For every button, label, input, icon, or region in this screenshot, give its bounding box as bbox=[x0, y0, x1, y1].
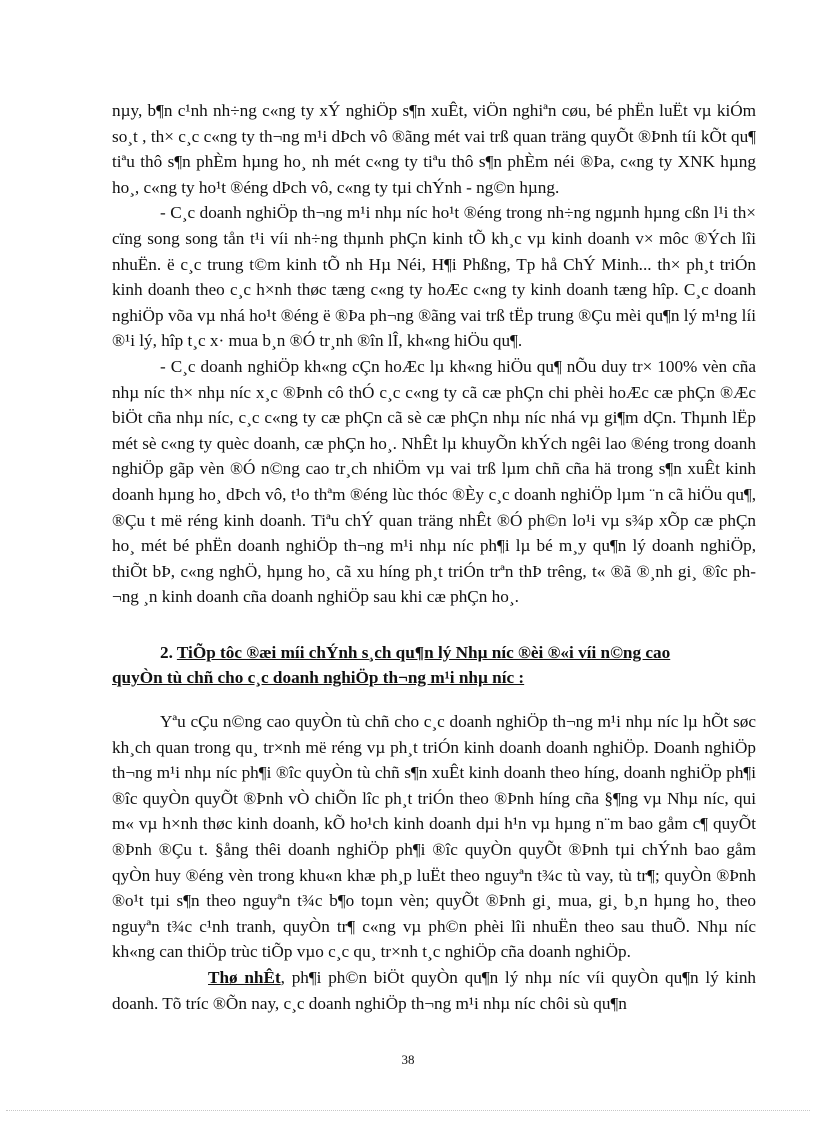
section-number: 2. bbox=[160, 642, 173, 662]
page-number: 38 bbox=[401, 1052, 415, 1067]
section-title-line2: quyÒn tù chñ cho c¸c doanh nghiÖp th¬ng m¹i nhµ níc : bbox=[112, 668, 525, 688]
section-heading bbox=[112, 640, 756, 691]
paragraph-intro: nµy, b¶n c¹nh nh÷ng c«ng ty xÝ nghiÖp s¶n xuÊt, viÖn nghiªn cøu, bé phËn luËt vµ kiÓm so¸t , th× c¸c c«ng ty th¬ng m¹i dÞch vô ®ãng mét vai trß quan träng quyÕt ®Þnh tíi kÕt qu¶ tiªu thô s¶n phÈm hµng ho¸ nh mét c«ng ty tiªu thô s¶n phÈm néi ®Þa, c«ng ty XNK hµng ho¸, c«ng ty ho¹t ®éng dÞch vô, c«ng ty tµi chÝnh - ng©n hµng. bbox=[112, 101, 756, 197]
paragraph-trading-enterprises: - C¸c doanh nghiÖp th¬ng m¹i nhµ níc ho¹t ®éng trong nh÷ng ngµnh hµng cßn l¹i th× cïng song song tån t¹i víi nh÷ng thµnh phÇn kinh tÕ kh¸c vµ kinh doanh v× môc ®Ých lîi nhuËn. ë c¸c trung t©m kinh tÕ nh Hµ Néi, H¶i Phßng, Tp hå ChÝ Minh... th× ph¸t triÓn kinh doanh theo c¸c h×nh thøc tæng c«ng ty hoÆc c«ng ty kinh doanh tæng hîp. C¸c doanh nghiÖp võa vµ nhá ho¹t ®éng ë ®Þa ph¬ng ®ãng vai trß tËp trung ®Çu mèi qu¶n lý m¹ng líi ®¹i lý, hîp t¸c x· mua b¸n ®Ó tr¸nh ®în lÎ, kh«ng hiÖu qu¶. bbox=[112, 203, 756, 351]
paragraph-equitization: - C¸c doanh nghiÖp kh«ng cÇn hoÆc lµ kh«ng hiÖu qu¶ nÕu duy tr× 100% vèn cña nhµ níc th× nhµ níc x¸c ®Þnh cô thÓ c¸c c«ng ty cã cæ phÇn chi phèi hoÆc cæ phÇn ®Æc biÖt cña nhµ níc, c¸c c«ng ty cæ phÇn cã sè cæ phÇn nhµ níc nhá vµ gi¶m dÇn. Thµnh lËp mét sè c«ng ty quèc doanh, cæ phÇn ho¸. NhÊt lµ khuyÕn khÝch ngêi lao ®éng trong doanh nghiÖp gãp vèn ®Ó n©ng cao tr¸ch nhiÖm vµ vai trß lµm chñ cña hä trong s¶n xuÊt kinh doanh hµng ho¸ dÞch vô, t¹o thªm ®éng lùc thóc ®Èy c¸c doanh nghiÖp lµm ¨n cã hiÖu qu¶, ®Çu t më réng kinh doanh. Tiªu chÝ quan träng nhÊt ®Ó ph©n lo¹i vµ s¾p xÕp cæ phÇn ho¸ mét bé phËn doanh nghiÖp th¬ng m¹i nhµ níc ph¶i lµ bé m¸y qu¶n lý doanh nghiÖp, thiÕt bÞ, c«ng nghÖ, hµng ho¸ cã xu híng ph¸t triÓn trªn thÞ trêng, t« ®ã ®¸nh gi¸ ®îc ph¬ng ¸n kinh doanh cña doanh nghiÖp sau khi cæ phÇn ho¸. bbox=[112, 356, 756, 607]
document-body bbox=[112, 98, 756, 1016]
spacer bbox=[112, 691, 756, 709]
first-point-text: , ph¶i ph©n biÖt quyÒn qu¶n lý nhµ níc víi quyÒn qu¶n lý kinh doanh. Tõ tríc ®Õn nay, c¸c doanh nghiÖp th¬ng m¹i nhµ níc chôi sù qu¶n bbox=[112, 968, 757, 1013]
first-point-label: Thø nhÊt bbox=[208, 968, 281, 987]
section-title-line1: TiÕp tôc ®æi míi chÝnh s¸ch qu¶n lý Nhµ níc ®èi ®«i víi n©ng cao bbox=[176, 642, 671, 662]
page-bottom-border bbox=[6, 1110, 810, 1111]
paragraph-first-point bbox=[112, 965, 756, 1016]
paragraph-autonomy: Yªu cÇu n©ng cao quyÒn tù chñ cho c¸c doanh nghiÖp th¬ng m¹i nhµ níc lµ hÕt søc kh¸ch quan trong qu¸ tr×nh më réng vµ ph¸t triÓn kinh doanh doanh nghiÖp. Doanh nghiÖp th¬ng m¹i nhµ níc ph¶i ®îc quyÒn tù chñ s¶n xuÊt kinh doanh theo híng, doanh nghiÖp ph¶i ®îc quyÒn quyÕt ®Þnh vÒ chiÕn lîc ph¸t triÓn theo ®Þnh híng cña §¶ng vµ Nhµ níc, qui m« vµ h×nh thøc kinh doanh, kÕ ho¹ch kinh doanh dµi h¹n vµ hµng n¨m bao gåm c¶ quyÕt ®Þnh ®Çu t. §ång thêi doanh nghiÖp ph¶i ®îc quyÒn quyÕt ®Þnh tµi chÝnh bao gåm qyÒn huy ®éng vèn trong khu«n khæ ph¸p luËt theo nguyªn t¾c tù vay, tù tr¶; quyÒn ®Þnh ®o¹t tµi s¶n theo nguyªn t¾c b¶o toµn vèn; quyÕt ®Þnh gi¸ mua, gi¸ b¸n hµng ho¸ theo nguyªn t¾c c¹nh tranh, quyÒn tr¶ c«ng vµ ph©n phèi lîi nhuËn theo sau thuÕ. Nhµ níc kh«ng can thiÖp trùc tiÕp vµo c¸c qu¸ tr×nh t¸c nghiÖp cña doanh nghiÖp. bbox=[112, 712, 756, 962]
